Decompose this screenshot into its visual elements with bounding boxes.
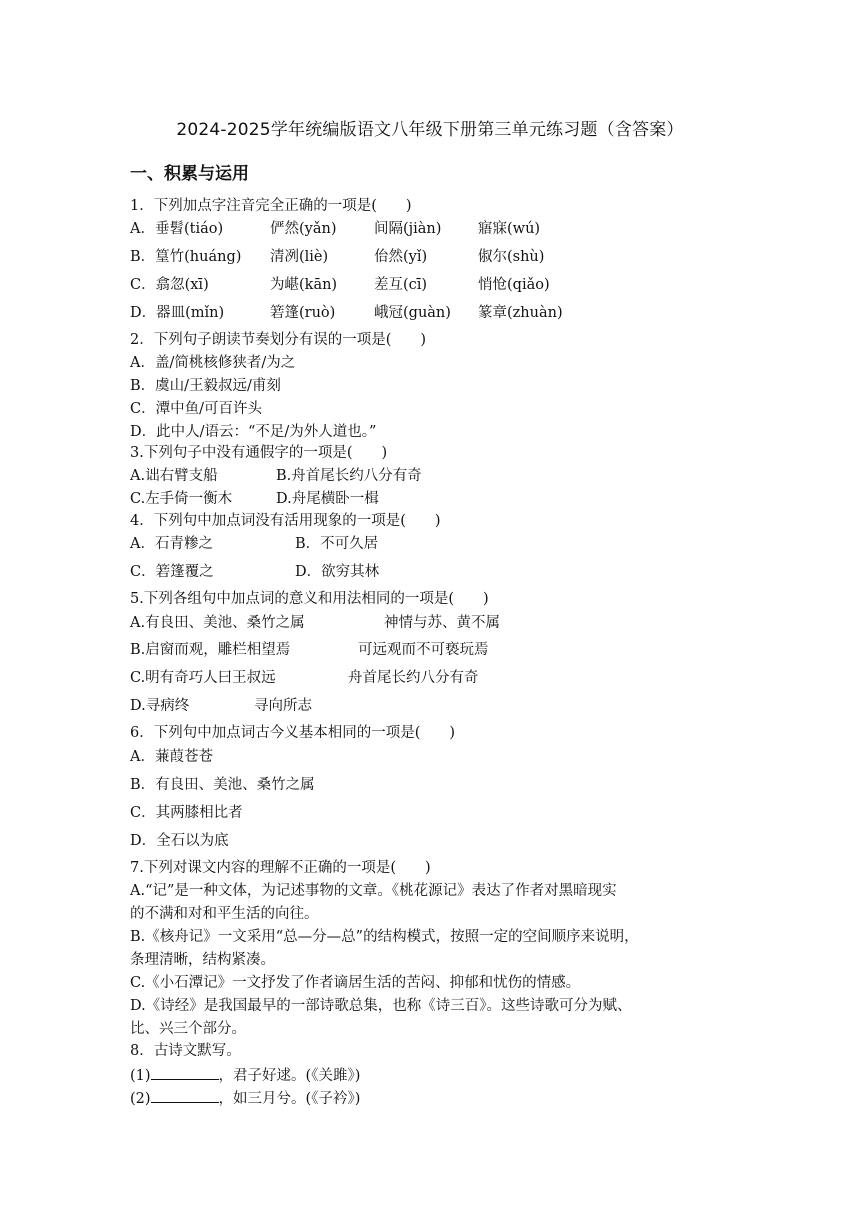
option-cell: 神情与苏、黄不属 (384, 615, 500, 631)
option-cell: 寻向所志 (254, 698, 312, 714)
answer-blank[interactable] (151, 1067, 219, 1080)
option-cell: 为嵁(kān) (270, 277, 338, 293)
option-cell: C.明有奇巧人曰王叔远 (130, 670, 276, 686)
option-cell: B.舟首尾长约八分有奇 (276, 468, 422, 484)
option-cell: B．不可久居 (295, 536, 379, 552)
option-cell: C．翕忽(xī) (130, 277, 209, 293)
option-cell: 清冽(liè) (270, 249, 329, 265)
question-2-option-c: C．潭中鱼/可百许头 (130, 401, 262, 417)
option-cell: 篆章(zhuàn) (478, 305, 563, 321)
question-7-text-line: C.《小石潭记》一文抒发了作者谪居生活的苦闷、抑郁和忧伤的情感。 (130, 975, 581, 991)
question-7-text-line: A.“记”是一种文体，为记述事物的文章。《桃花源记》表达了作者对黑暗现实 (130, 883, 617, 899)
option-cell: C．箬篷覆之 (130, 564, 214, 580)
option-cell: 俶尔(shù) (478, 249, 545, 265)
option-cell: 间隔(jiàn) (374, 221, 442, 237)
question-7-text-line: D.《诗经》是我国最早的一部诗歌总集，也称《诗三百》。这些诗歌可分为赋、 (130, 998, 632, 1014)
option-cell: D.寻病终 (130, 698, 190, 714)
question-6-option-b: B．有良田、美池、桑竹之属 (130, 777, 315, 793)
question-1-stem: 1．下列加点字注音完全正确的一项是( ) (130, 198, 412, 214)
question-7-text-line: 条理清晰，结构紧凑。 (130, 952, 275, 968)
question-3-stem: 3.下列句子中没有通假字的一项是( ) (130, 445, 388, 461)
question-2-option-a: A．盖/简桃核修狭者/为之 (130, 355, 296, 371)
question-7-stem: 7.下列对课文内容的理解不正确的一项是( ) (130, 860, 431, 876)
document-title: 2024-2025学年统编版语文八年级下册第三单元练习题（含答案） (176, 120, 684, 140)
option-cell: D．器皿(mǐn) (130, 305, 225, 321)
option-cell: A.有良田、美池、桑竹之属 (130, 615, 305, 631)
question-4-stem: 4．下列句中加点词没有活用现象的一项是( ) (130, 513, 441, 529)
question-2-stem: 2．下列句子朗读节奏划分有误的一项是( ) (130, 332, 427, 348)
option-cell: 差互(cī) (374, 277, 428, 293)
item-number: (2) (130, 1091, 151, 1107)
question-7-text-line: 比、兴三个部分。 (130, 1021, 246, 1037)
question-6-option-d: D．全石以为底 (130, 833, 229, 849)
question-8-item-2 (130, 1090, 360, 1107)
option-cell: B．篁竹(huáng) (130, 249, 242, 265)
option-cell: A.诎右臂支船 (130, 468, 218, 484)
question-2-option-d: D．此中人/语云：“不足/为外人道也。” (130, 424, 377, 440)
option-cell: 悄怆(qiǎo) (478, 277, 550, 293)
item-text: ，君子好逑。(《关雎》) (218, 1068, 361, 1084)
question-5-stem: 5.下列各组句中加点词的意义和用法相同的一项是( ) (130, 591, 489, 607)
question-6-option-c: C．其两膝相比者 (130, 805, 243, 821)
question-7-text-line: B.《核舟记》一文采用“总—分—总”的结构模式，按照一定的空间顺序来说明， (130, 929, 639, 945)
option-cell: 箬篷(ruò) (270, 305, 336, 321)
question-8-item-1 (130, 1067, 360, 1084)
question-6-option-a: A．蒹葭苍苍 (130, 749, 213, 765)
option-cell: 俨然(yǎn) (270, 221, 337, 237)
question-6-stem: 6．下列句中加点词古今义基本相同的一项是( ) (130, 725, 456, 741)
option-cell: A．石青糁之 (130, 536, 213, 552)
section-heading: 一、积累与运用 (130, 164, 249, 184)
question-8-stem: 8．古诗文默写。 (130, 1043, 241, 1059)
option-cell: 峨冠(guàn) (374, 305, 451, 321)
option-cell: 可远观而不可亵玩焉 (358, 642, 489, 658)
option-cell: D.舟尾横卧一楫 (276, 491, 379, 507)
option-cell: C.左手倚一衡木 (130, 491, 233, 507)
question-7-text-line: 的不满和对和平生活的向往。 (130, 906, 319, 922)
option-cell: 佁然(yǐ) (374, 249, 428, 265)
answer-blank[interactable] (151, 1090, 219, 1103)
item-text: ，如三月兮。(《子衿》) (218, 1091, 361, 1107)
option-cell: 舟首尾长约八分有奇 (348, 670, 479, 686)
question-2-option-b: B．虞山/王毅叔远/甫刻 (130, 378, 281, 394)
option-cell: D．欲穷其林 (295, 564, 380, 580)
item-number: (1) (130, 1068, 151, 1084)
option-cell: 寤寐(wú) (478, 221, 541, 237)
option-cell: B.启窗而观，雕栏相望焉 (130, 642, 291, 658)
option-cell: A．垂髫(tiáo) (130, 221, 224, 237)
